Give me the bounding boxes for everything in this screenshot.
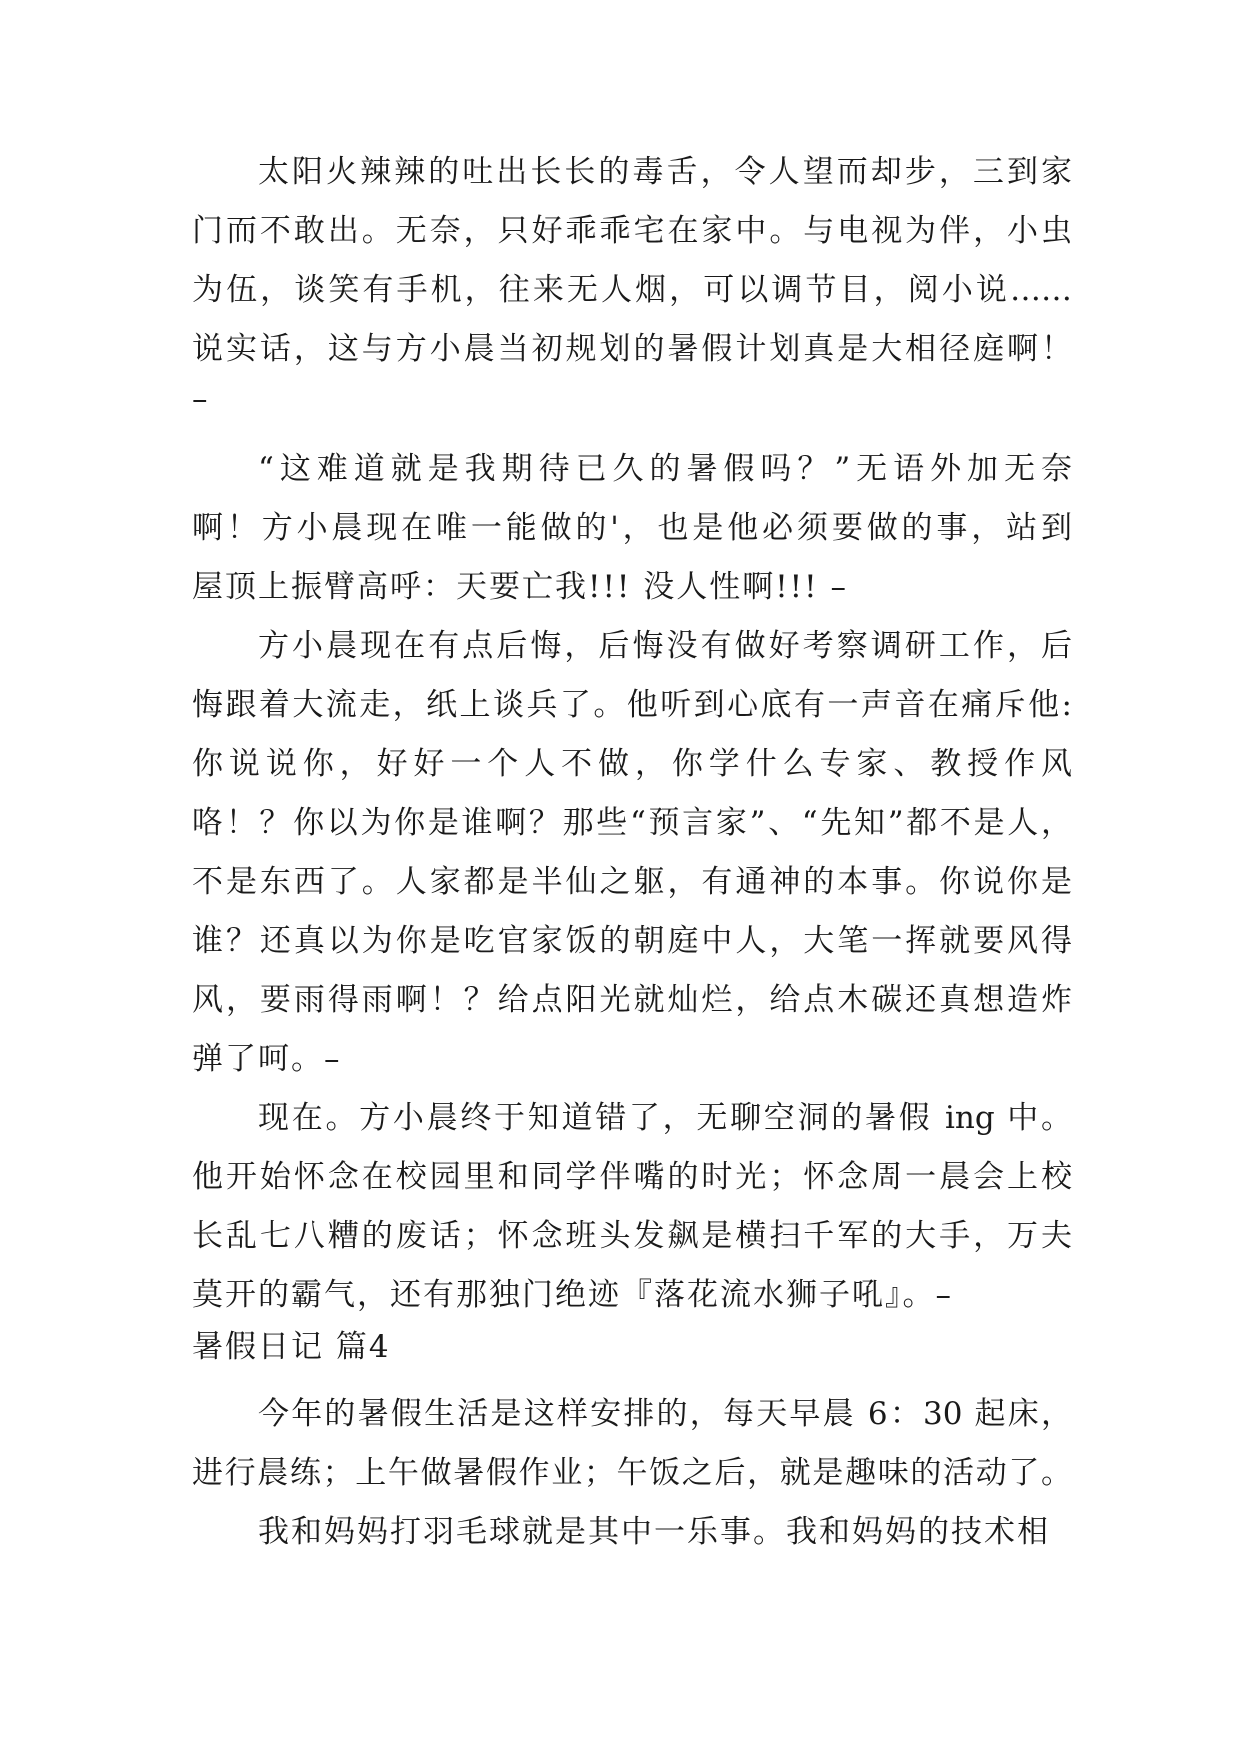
paragraph-line: 悔跟着大流走，纸上谈兵了。他听到心底有一声音在痛斥他: xyxy=(192,687,1072,723)
paragraph-line: 啊！方小晨现在唯一能做的'，也是他必须要做的事，站到 xyxy=(192,510,1072,546)
paragraph-line: 风，要雨得雨啊！？给点阳光就灿烂，给点木碳还真想造炸 xyxy=(192,982,1072,1018)
paragraph-line: 弹了呵。– xyxy=(192,1041,342,1077)
paragraph-line: 我和妈妈打羽毛球就是其中一乐事。我和妈妈的技术相 xyxy=(258,1514,1050,1550)
paragraph-line: 太阳火辣辣的吐出长长的毒舌，令人望而却步，三到家 xyxy=(258,154,1072,190)
paragraph-line: 门而不敢出。无奈，只好乖乖宅在家中。与电视为伴，小虫 xyxy=(192,213,1072,249)
paragraph-line: 莫开的霸气，还有那独门绝迹『落花流水狮子吼』。– xyxy=(192,1277,953,1313)
paragraph-line: 为伍，谈笑有手机，往来无人烟，可以调节目，阅小说…… xyxy=(192,272,1072,308)
paragraph-line: 方小晨现在有点后悔，后悔没有做好考察调研工作，后 xyxy=(258,628,1072,664)
paragraph-line: 你说说你，好好一个人不做，你学什么专家、教授作风 xyxy=(192,746,1072,782)
paragraph-line: 不是东西了。人家都是半仙之躯，有通神的本事。你说你是 xyxy=(192,864,1072,900)
paragraph-line: 屋顶上振臂高呼：天要亡我!!! 没人性啊!!! – xyxy=(192,569,848,605)
paragraph-line: 现在。方小晨终于知道错了，无聊空洞的暑假 ing 中。 xyxy=(258,1100,1072,1136)
paragraph-line: 长乱七八糟的废话；怀念班头发飙是横扫千军的大手，万夫 xyxy=(192,1218,1072,1254)
paragraph-line: – xyxy=(192,381,210,417)
section-heading: 暑假日记 篇4 xyxy=(192,1329,391,1365)
paragraph-line: 咯！？你以为你是谁啊？那些“预言家”、“先知”都不是人， xyxy=(192,805,1072,841)
paragraph-line: “这难道就是我期待已久的暑假吗？”无语外加无奈 xyxy=(258,451,1072,487)
paragraph-line: 谁？还真以为你是吃官家饭的朝庭中人，大笔一挥就要风得 xyxy=(192,923,1072,959)
paragraph-line: 进行晨练；上午做暑假作业；午饭之后，就是趣味的活动了。 xyxy=(192,1455,1072,1491)
paragraph-line: 今年的暑假生活是这样安排的，每天早晨 6：30 起床， xyxy=(258,1396,1072,1432)
paragraph-line: 他开始怀念在校园里和同学伴嘴的时光；怀念周一晨会上校 xyxy=(192,1159,1072,1195)
paragraph-line: 说实话，这与方小晨当初规划的暑假计划真是大相径庭啊！ xyxy=(192,331,1072,367)
